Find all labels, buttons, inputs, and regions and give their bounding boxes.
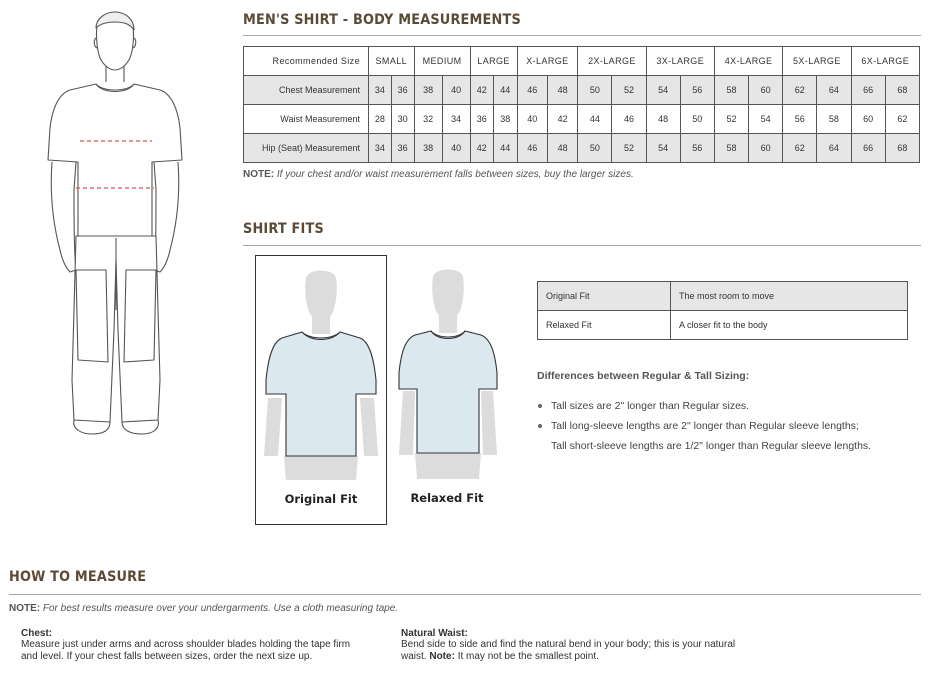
chest-cell: 50 [578, 76, 612, 105]
chest-row [244, 76, 920, 105]
row-label: Chest Measurement [244, 76, 369, 105]
fit-row [538, 282, 908, 311]
relaxed-fit-shirt-icon [385, 269, 509, 479]
chest-cell: 44 [494, 76, 518, 105]
waist-cell: 40 [517, 105, 547, 134]
hip-cell: 54 [646, 134, 680, 163]
note-label: NOTE: [9, 603, 41, 614]
hip-cell: 66 [851, 134, 885, 163]
waist-text: waist. [401, 651, 427, 662]
waist-cell: 28 [369, 105, 392, 134]
chest-cell: 68 [885, 76, 919, 105]
chest-cell: 42 [470, 76, 493, 105]
list-item [537, 416, 927, 456]
note-text: If your chest and/or waist measurement falls between sizes, buy the larger sizes. [276, 169, 634, 180]
hip-cell: 46 [517, 134, 547, 163]
chest-cell: 66 [851, 76, 885, 105]
waist-cell: 32 [414, 105, 442, 134]
chest-text-line: Measure just under arms and across shoulder blades holding the tape firm [21, 639, 351, 650]
chest-cell: 46 [517, 76, 547, 105]
waist-cell: 36 [470, 105, 493, 134]
section-divider [243, 35, 921, 36]
waist-title: Natural Waist: [401, 628, 468, 639]
hip-cell: 58 [714, 134, 748, 163]
waist-cell: 48 [646, 105, 680, 134]
shirt-fits-title: SHIRT FITS [243, 221, 324, 237]
size-header-row [244, 47, 920, 76]
size-header: 5X-LARGE [783, 47, 851, 76]
hip-cell: 42 [470, 134, 493, 163]
original-fit-card[interactable] [255, 255, 387, 525]
chest-title: Chest: [21, 628, 53, 639]
fit-desc-cell: A closer fit to the body [671, 311, 908, 340]
body-measurements-title: MEN'S SHIRT - BODY MEASUREMENTS [243, 12, 521, 28]
hip-cell: 34 [369, 134, 392, 163]
chest-text-line: and level. If your chest falls between sizes, order the next size up. [21, 651, 313, 662]
waist-cell: 52 [714, 105, 748, 134]
list-item: Tall sizes are 2" longer than Regular sizes. [537, 396, 927, 416]
waist-note-label: Note: [429, 651, 455, 662]
hip-cell: 44 [494, 134, 518, 163]
waist-text: It may not be the smallest point. [457, 651, 599, 662]
size-header: 3X-LARGE [646, 47, 714, 76]
hip-cell: 40 [442, 134, 470, 163]
chest-cell: 52 [612, 76, 646, 105]
waist-text-line [401, 651, 821, 663]
chest-cell: 34 [369, 76, 392, 105]
how-to-measure-title: HOW TO MEASURE [9, 569, 147, 585]
size-header: MEDIUM [414, 47, 470, 76]
size-header: SMALL [369, 47, 415, 76]
hip-cell: 52 [612, 134, 646, 163]
chest-cell: 58 [714, 76, 748, 105]
size-header: 4X-LARGE [714, 47, 782, 76]
hip-cell: 50 [578, 134, 612, 163]
fit-row [538, 311, 908, 340]
waist-cell: 58 [817, 105, 851, 134]
note-text: For best results measure over your undergarments. Use a cloth measuring tape. [42, 603, 399, 614]
fit-desc-cell: The most room to move [671, 282, 908, 311]
list-item-line: Tall short-sleeve lengths are 1/2" longer than Regular sleeve lengths. [551, 440, 872, 452]
note-label: NOTE: [243, 169, 275, 180]
fit-name-cell: Relaxed Fit [538, 311, 671, 340]
waist-instructions [401, 628, 821, 663]
hip-cell: 64 [817, 134, 851, 163]
waist-cell: 50 [680, 105, 714, 134]
chest-cell: 62 [783, 76, 817, 105]
row-label: Hip (Seat) Measurement [244, 134, 369, 163]
waist-text-line: Bend side to side and find the natural bend in your body; this is your natural [401, 639, 736, 650]
hip-row [244, 134, 920, 163]
waist-cell: 60 [851, 105, 885, 134]
chest-cell: 60 [749, 76, 783, 105]
fit-description-table [537, 281, 908, 340]
size-note [243, 169, 634, 180]
measure-note [9, 603, 398, 614]
waist-cell: 46 [612, 105, 646, 134]
section-divider [243, 245, 921, 246]
regular-tall-diff-list [537, 396, 927, 456]
chest-cell: 48 [547, 76, 577, 105]
hip-cell: 48 [547, 134, 577, 163]
hip-cell: 56 [680, 134, 714, 163]
chest-cell: 40 [442, 76, 470, 105]
waist-cell: 44 [578, 105, 612, 134]
waist-cell: 54 [749, 105, 783, 134]
chest-instructions [21, 628, 391, 663]
size-header: X-LARGE [517, 47, 578, 76]
chest-cell: 64 [817, 76, 851, 105]
section-divider [9, 594, 921, 595]
waist-cell: 30 [391, 105, 414, 134]
size-header: 2X-LARGE [578, 47, 646, 76]
waist-cell: 62 [885, 105, 919, 134]
relaxed-fit-label: Relaxed Fit [410, 491, 484, 505]
waist-cell: 56 [783, 105, 817, 134]
original-fit-label: Original Fit [284, 492, 358, 506]
size-header: 6X-LARGE [851, 47, 919, 76]
hip-cell: 68 [885, 134, 919, 163]
hip-cell: 36 [391, 134, 414, 163]
man-figure-illustration [40, 10, 190, 440]
regular-tall-diff-title: Differences between Regular & Tall Sizing: [537, 370, 750, 382]
hip-cell: 60 [749, 134, 783, 163]
waist-cell: 42 [547, 105, 577, 134]
relaxed-fit-card[interactable] [385, 255, 509, 523]
waist-row [244, 105, 920, 134]
hip-cell: 38 [414, 134, 442, 163]
row-label: Waist Measurement [244, 105, 369, 134]
original-fit-shirt-icon [256, 270, 386, 480]
size-header: LARGE [470, 47, 517, 76]
waist-cell: 38 [494, 105, 518, 134]
chest-cell: 36 [391, 76, 414, 105]
chest-cell: 56 [680, 76, 714, 105]
size-chart-table [243, 46, 920, 163]
waist-cell: 34 [442, 105, 470, 134]
row-label: Recommended Size [244, 47, 369, 76]
chest-cell: 38 [414, 76, 442, 105]
fit-name-cell: Original Fit [538, 282, 671, 311]
chest-cell: 54 [646, 76, 680, 105]
list-item-line: Tall long-sleeve lengths are 2" longer than Regular sleeve lengths; [551, 420, 859, 432]
hip-cell: 62 [783, 134, 817, 163]
